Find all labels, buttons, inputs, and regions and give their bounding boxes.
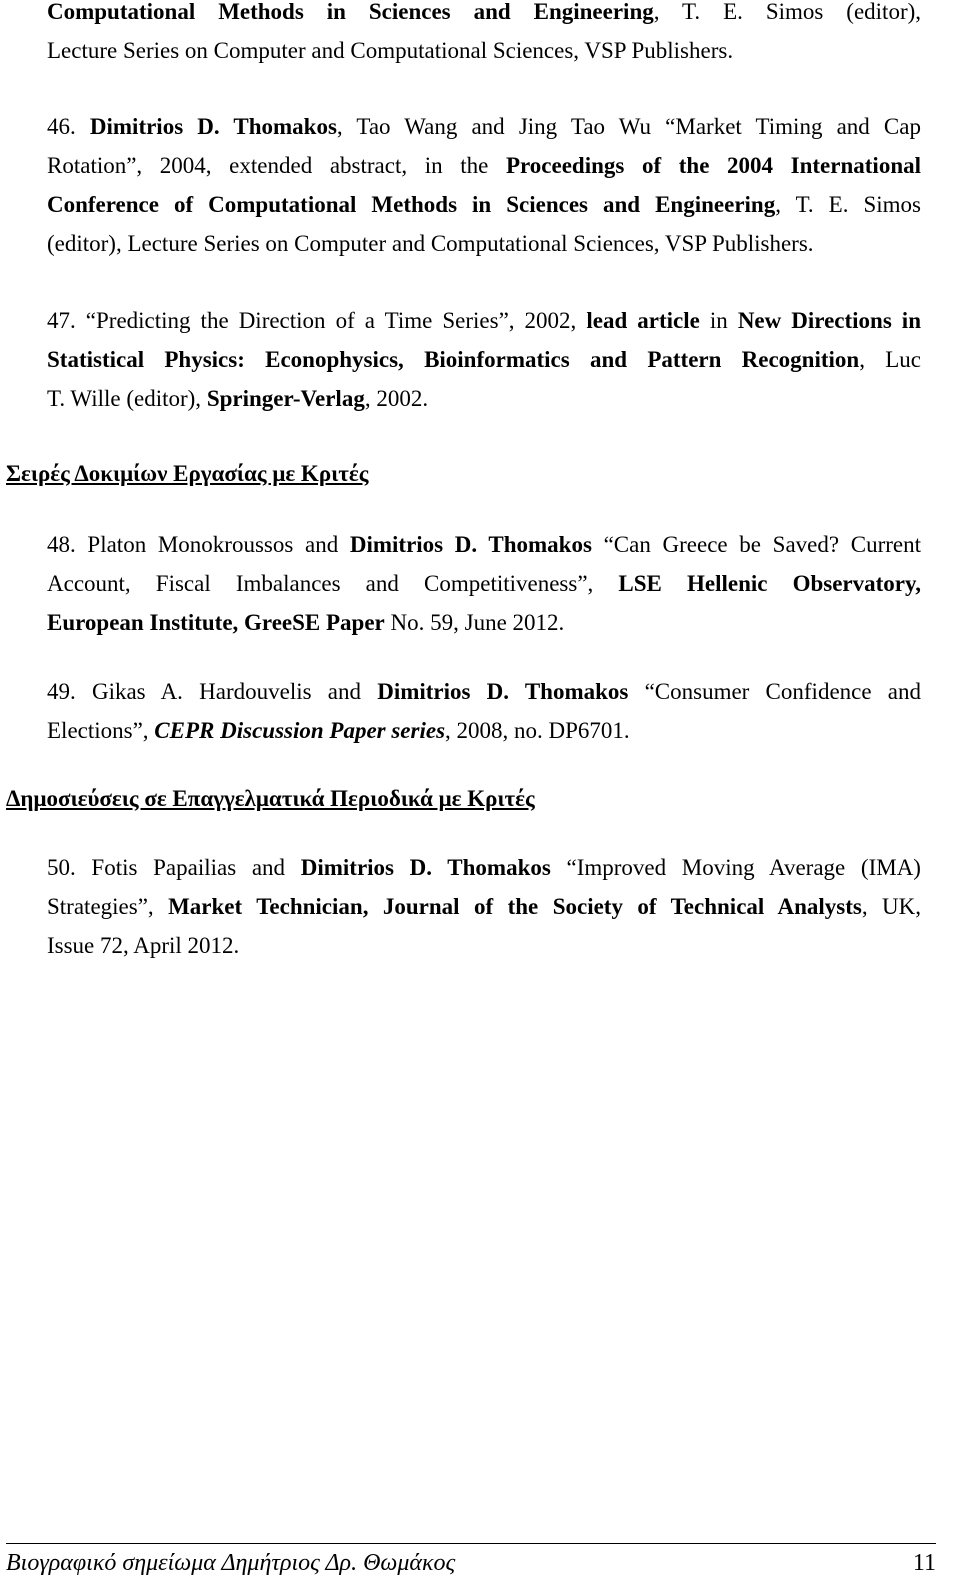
- footer-title: Βιογραφικό σημείωμα Δημήτριος Δρ. Θωμάκος: [6, 1550, 456, 1576]
- entry-50: [47, 848, 921, 965]
- entry-48-line-1: 48. Platon Monokroussos and Dimitrios D. Thomakos “Can Greece be Saved? Current: [47, 532, 921, 557]
- entry-47-line-1: 47. “Predicting the Direction of a Time Series”, 2002, lead article in New Directions in: [47, 308, 921, 333]
- entry-46-line-4: (editor), Lecture Series on Computer and Computational Sciences, VSP Publishers.: [47, 231, 814, 256]
- entry-49-line-2: Elections”, CEPR Discussion Paper series, 2008, no. DP6701.: [47, 718, 630, 743]
- entry-47-line-2: Statistical Physics: Econophysics, Bioinformatics and Pattern Recognition, Luc: [47, 347, 921, 372]
- entry-46-line-2: Rotation”, 2004, extended abstract, in the Proceedings of the 2004 International: [47, 153, 921, 178]
- entry-50-line-1: 50. Fotis Papailias and Dimitrios D. Thomakos “Improved Moving Average (IMA): [47, 855, 921, 880]
- page-number: 11: [912, 1550, 936, 1576]
- entry-46-line-3: Conference of Computational Methods in Sciences and Engineering, T. E. Simos: [47, 192, 922, 217]
- entry-49: [47, 672, 921, 750]
- entry-47-line-3: T. Wille (editor), Springer-Verlag, 2002.: [47, 386, 429, 411]
- page-footer: [6, 1543, 936, 1580]
- entry-46: [47, 107, 921, 263]
- entry-50-line-3: Issue 72, April 2012.: [47, 933, 240, 958]
- entry-48: [47, 525, 921, 642]
- entry-45-continuation: [47, 0, 921, 70]
- section-heading-professional-journals: Δημοσιεύσεις σε Επαγγελματικά Περιοδικά με Κριτές: [6, 786, 535, 811]
- entry-48-line-2: Account, Fiscal Imbalances and Competitiveness”, LSE Hellenic Observatory,: [47, 571, 921, 596]
- entry-50-line-2: Strategies”, Market Technician, Journal of the Society of Technical Analysts, UK,: [47, 894, 921, 919]
- entry-45-line-2: Lecture Series on Computer and Computational Sciences, VSP Publishers.: [47, 38, 734, 63]
- section-heading-working-papers: Σειρές Δοκιμίων Εργασίας με Κριτές: [6, 461, 369, 486]
- entry-47: [47, 301, 921, 418]
- entry-45-line-1: Computational Methods in Sciences and Engineering, T. E. Simos (editor),: [47, 0, 922, 24]
- entry-46-line-1: 46. Dimitrios D. Thomakos, Tao Wang and Jing Tao Wu “Market Timing and Cap: [47, 114, 921, 139]
- entry-48-line-3: European Institute, GreeSE Paper No. 59, June 2012.: [47, 610, 565, 635]
- entry-49-line-1: 49. Gikas A. Hardouvelis and Dimitrios D. Thomakos “Consumer Confidence and: [47, 679, 921, 704]
